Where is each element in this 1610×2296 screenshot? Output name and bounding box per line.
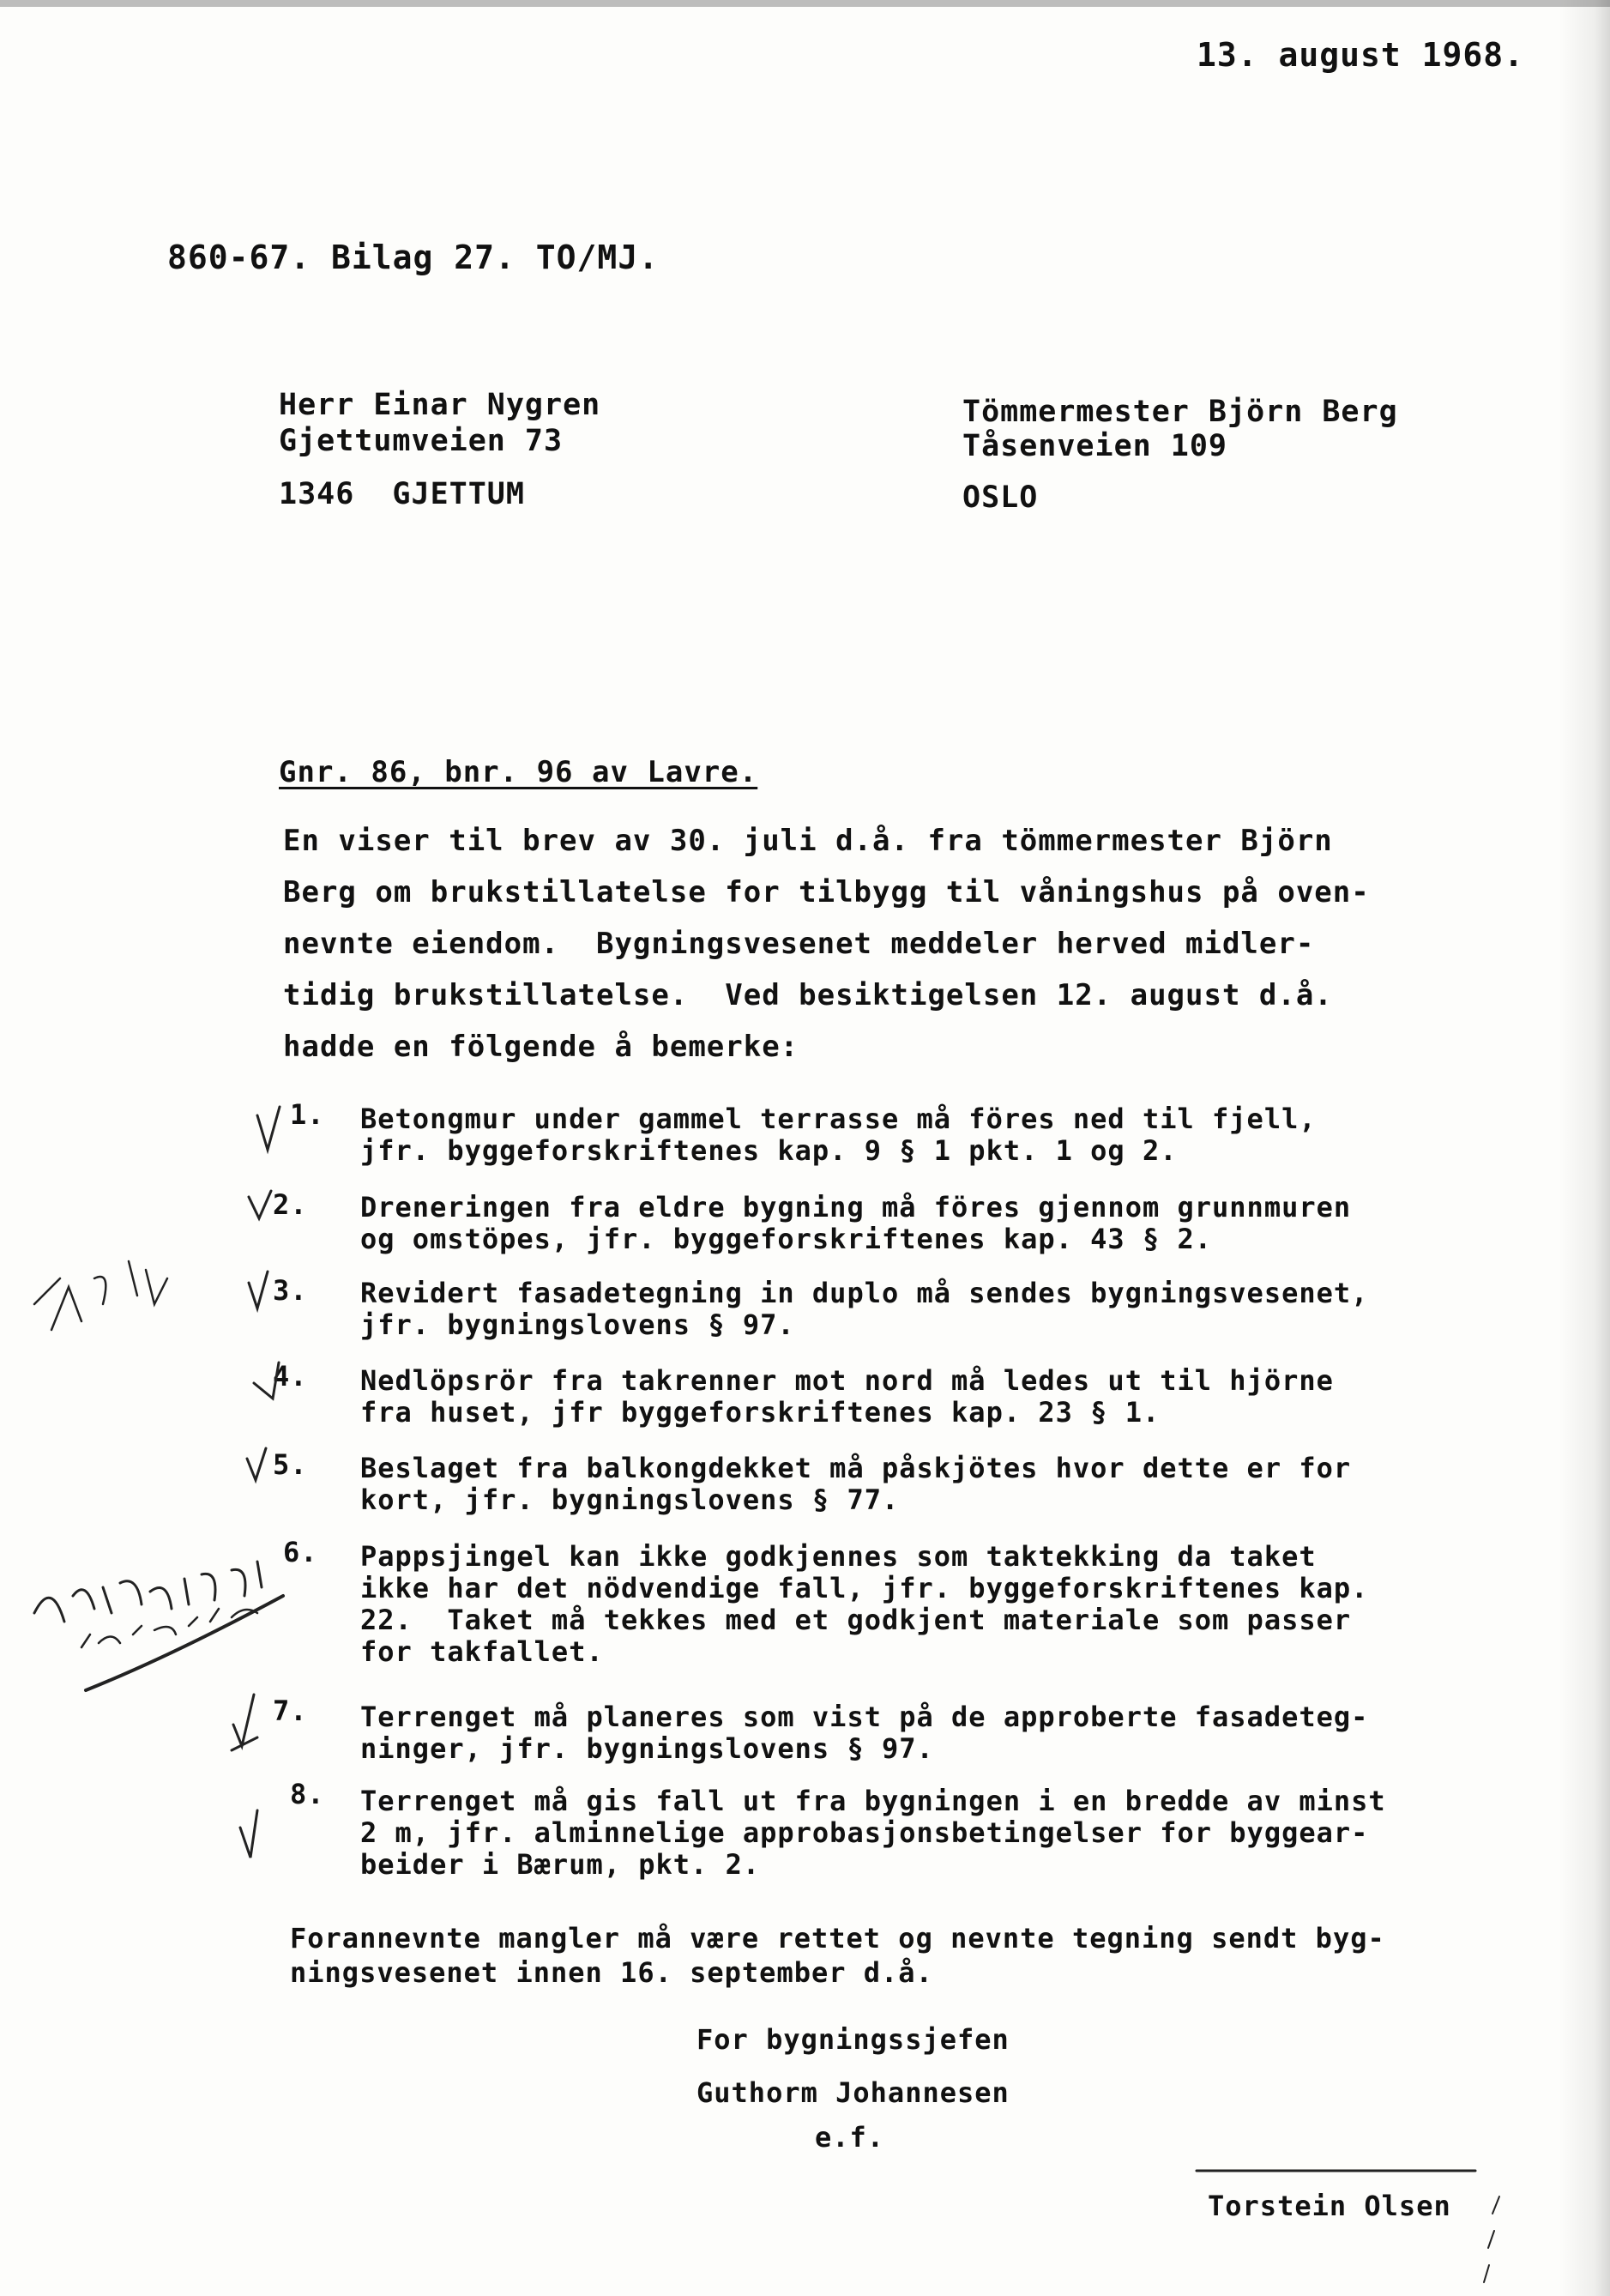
letter-date: 13. august 1968. — [1197, 36, 1525, 74]
reference-line: 860-67. Bilag 27. TO/MJ. — [167, 239, 660, 276]
closing-line: Forannevnte mangler må være rettet og nevnte tegning sendt byg- — [290, 1922, 1385, 1955]
subject-line: Gnr. 86, bnr. 96 av Lavre. — [279, 755, 758, 789]
remark-number: 1. — [290, 1098, 325, 1131]
check-mark — [232, 1695, 257, 1750]
intro-line: hadde en fölgende å bemerke: — [283, 1030, 799, 1064]
recipient-left-postal: 1346 GJETTUM — [279, 477, 525, 511]
intro-line: Berg om brukstillatelse for tilbygg til våningshus på oven- — [283, 875, 1370, 909]
check-mark — [247, 1448, 266, 1480]
remark-line: Terrenget må gis fall ut fra bygningen i en bredde av minst — [360, 1785, 1386, 1817]
remark-line: jfr. bygningslovens § 97. — [360, 1308, 795, 1341]
margin-note-scribble — [34, 1562, 262, 1622]
recipient-left-name: Herr Einar Nygren — [279, 388, 601, 422]
signature-for-line: For bygningssjefen — [696, 2023, 1010, 2056]
recipient-right-street: Tåsenveien 109 — [962, 429, 1228, 463]
remark-line: Revidert fasadetegning in duplo må sendes bygningsvesenet, — [360, 1277, 1369, 1309]
remark-number: 6. — [283, 1536, 318, 1568]
intro-line: nevnte eiendom. Bygningsvesenet meddeler herved midler- — [283, 927, 1315, 961]
remark-line: Terrenget må planeres som vist på de approberte fasadeteg- — [360, 1701, 1369, 1733]
remark-line: 2 m, jfr. alminnelige approbasjonsbetingelser for byggear- — [360, 1816, 1369, 1849]
signature-flourish — [1484, 2196, 1499, 2282]
check-mark — [254, 1362, 279, 1399]
remark-line: Betongmur under gammel terrasse må föres ned til fjell, — [360, 1103, 1317, 1135]
remark-number: 4. — [273, 1360, 308, 1393]
remark-number: 3. — [273, 1274, 308, 1307]
recipient-right-name: Tömmermester Björn Berg — [962, 395, 1398, 429]
remark-line: Pappsjingel kan ikke godkjennes som taktekking da taket — [360, 1540, 1317, 1573]
check-mark — [240, 1810, 257, 1858]
signature-name: Guthorm Johannesen — [696, 2076, 1010, 2109]
remark-line: ninger, jfr. bygningslovens § 97. — [360, 1732, 934, 1765]
remark-line: kort, jfr. bygningslovens § 77. — [360, 1483, 900, 1516]
signature-second-name: Torstein Olsen — [1208, 2190, 1451, 2222]
intro-line: En viser til brev av 30. juli d.å. fra tömmermester Björn — [283, 824, 1333, 858]
margin-note-scribble — [81, 1609, 257, 1647]
remark-number: 2. — [273, 1188, 308, 1221]
closing-line: ningsvesenet innen 16. september d.å. — [290, 1956, 933, 1989]
margin-date-scribble — [34, 1261, 167, 1330]
recipient-right-city: OSLO — [962, 480, 1039, 515]
remark-line: og omstöpes, jfr. byggeforskriftenes kap. 43 § 2. — [360, 1223, 1213, 1255]
remark-line: 22. Taket må tekkes med et godkjent materiale som passer — [360, 1604, 1352, 1636]
check-mark — [257, 1107, 280, 1150]
remark-number: 8. — [290, 1778, 325, 1810]
remark-line: Beslaget fra balkongdekket må påskjötes hvor dette er for — [360, 1452, 1352, 1484]
remark-line: fra huset, jfr byggeforskriftenes kap. 23 § 1. — [360, 1396, 1161, 1429]
remark-line: jfr. byggeforskriftenes kap. 9 § 1 pkt. 1 og 2. — [360, 1134, 1178, 1167]
signature-ef: e.f. — [815, 2121, 885, 2154]
remark-line: ikke har det nödvendige fall, jfr. byggeforskriftenes kap. — [360, 1572, 1369, 1604]
remark-line: for takfallet. — [360, 1635, 604, 1668]
remark-line: Dreneringen fra eldre bygning må föres gjennom grunnmuren — [360, 1191, 1352, 1224]
recipient-left-street: Gjettumveien 73 — [279, 424, 564, 458]
remark-line: Nedlöpsrör fra takrenner mot nord må ledes ut til hjörne — [360, 1364, 1334, 1397]
intro-line: tidig brukstillatelse. Ved besiktigelsen 12. august d.å. — [283, 978, 1333, 1012]
remark-number: 5. — [273, 1448, 308, 1481]
remark-line: beider i Bærum, pkt. 2. — [360, 1848, 761, 1881]
remark-number: 7. — [273, 1695, 308, 1727]
check-mark — [249, 1191, 271, 1218]
check-mark — [249, 1272, 268, 1308]
